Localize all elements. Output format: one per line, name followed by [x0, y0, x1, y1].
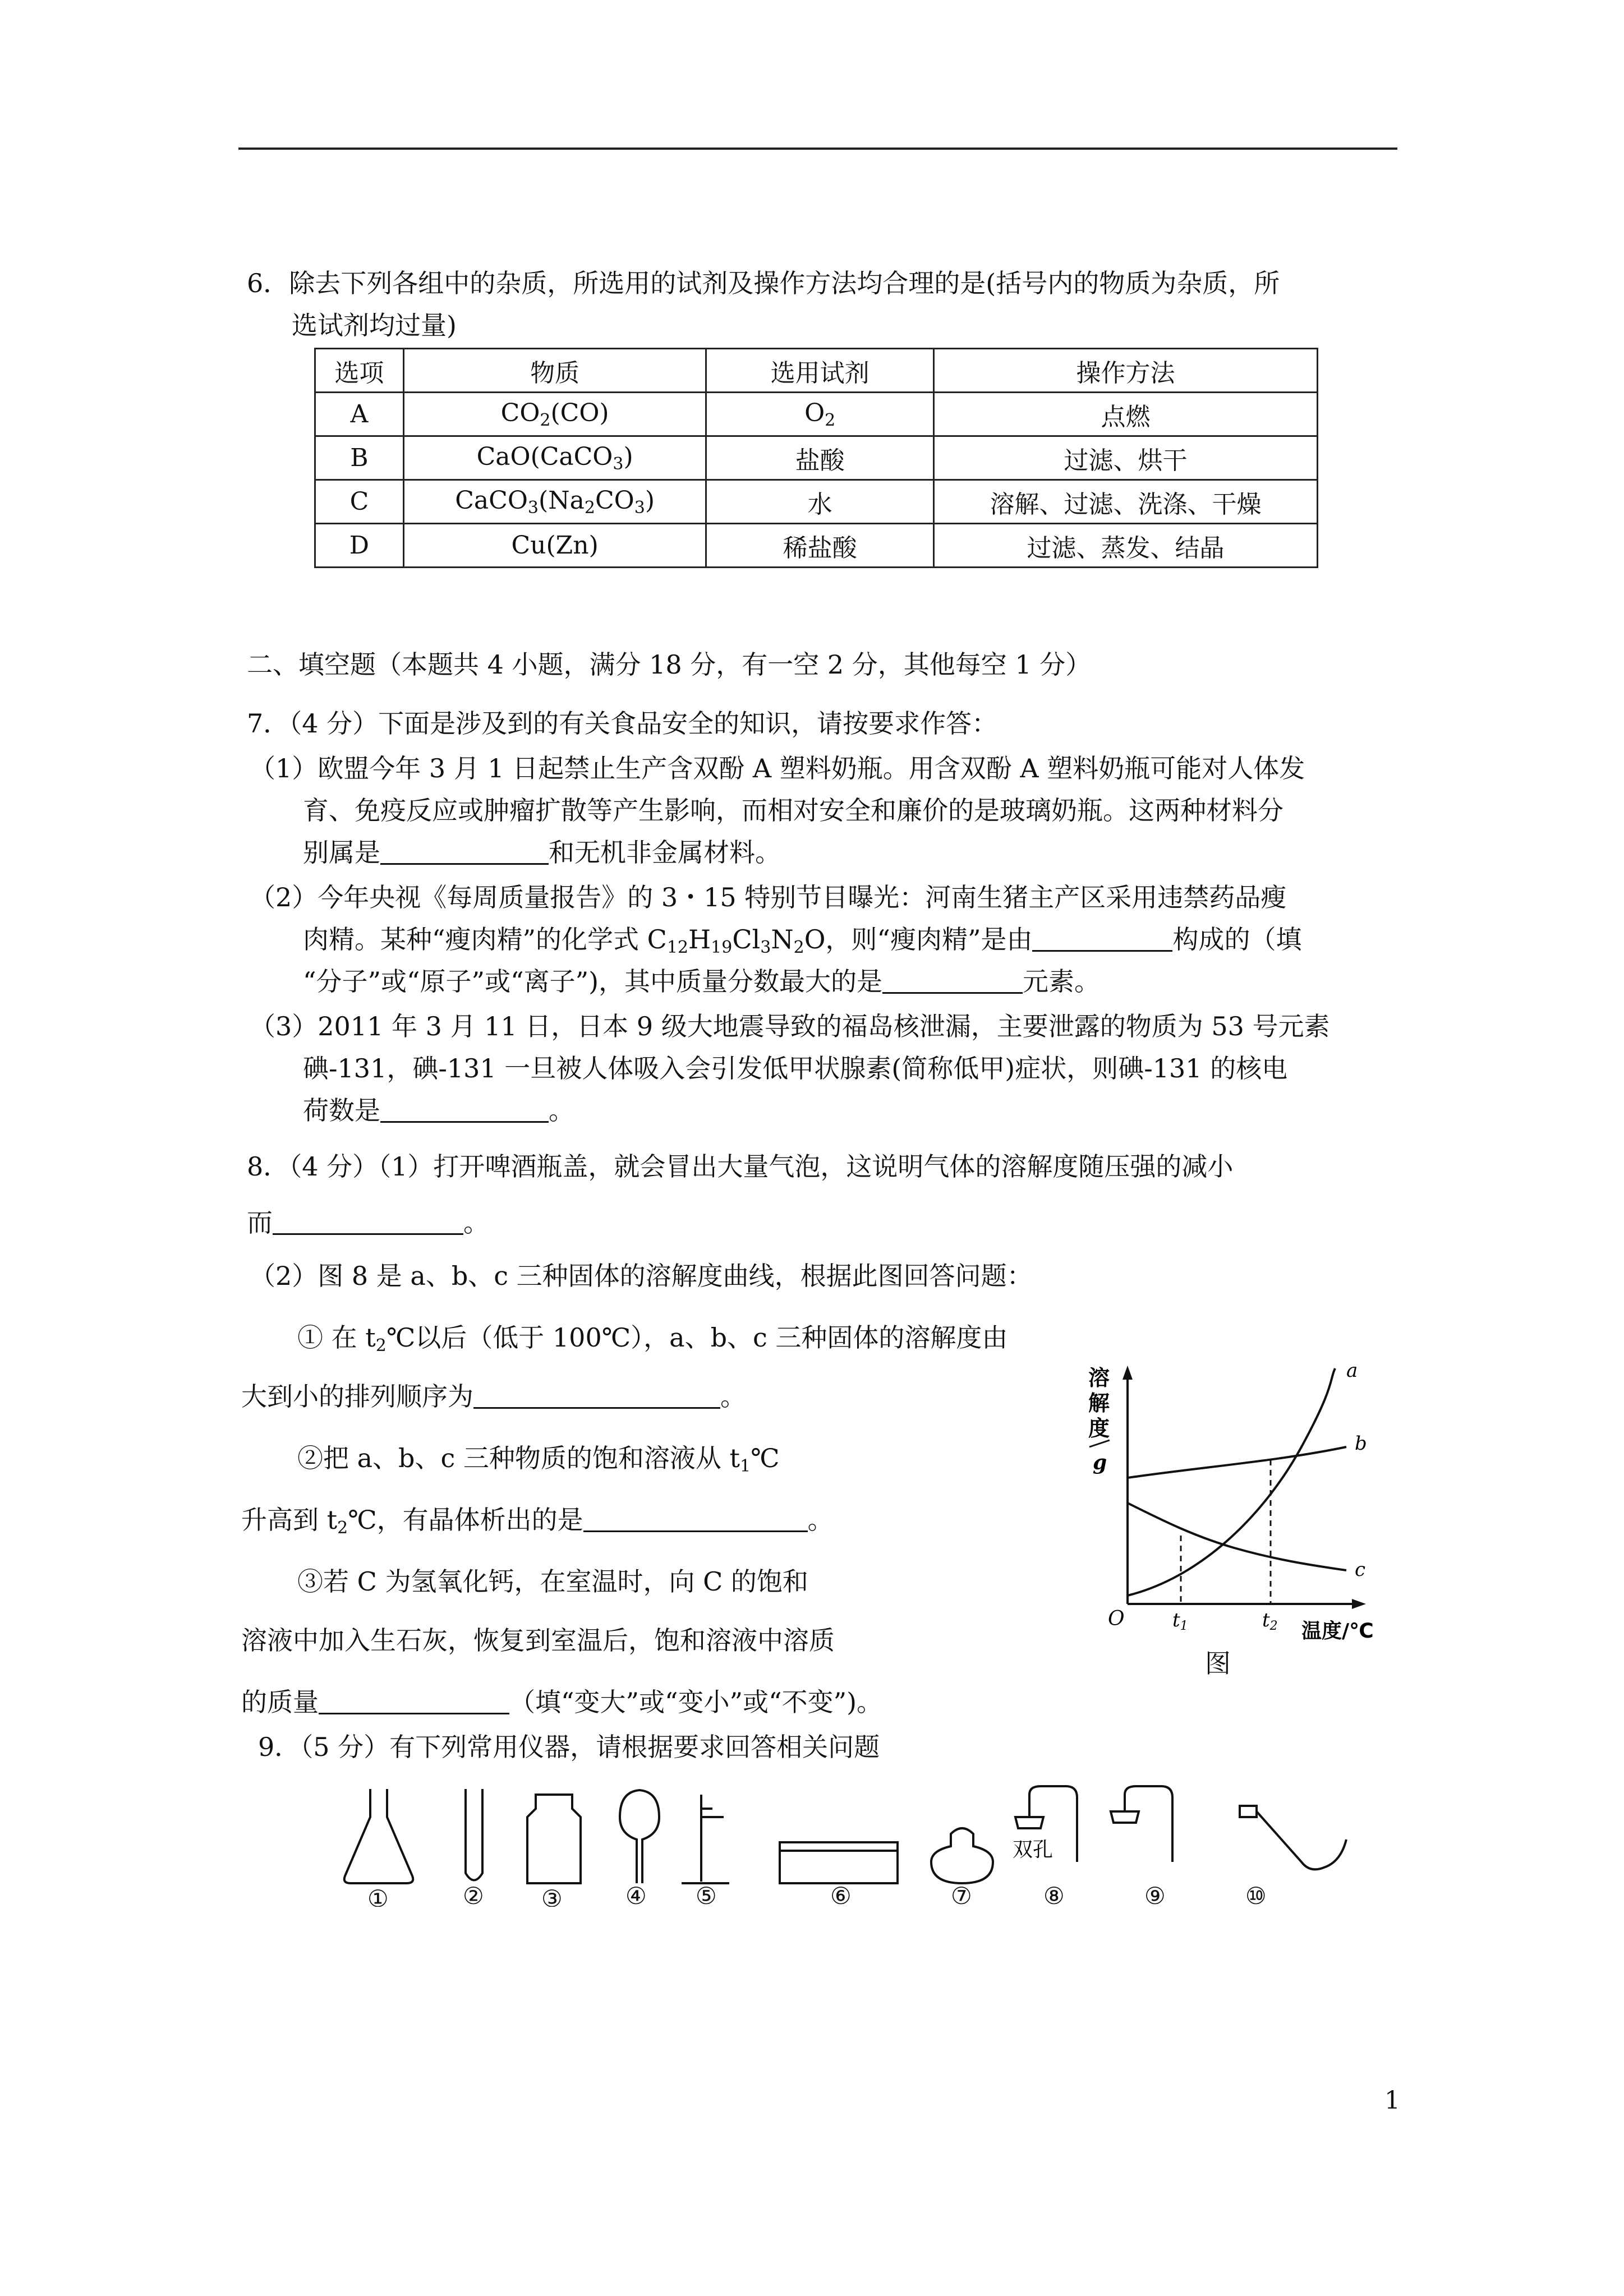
funnel-icon: [620, 1790, 659, 1883]
t2-label: t2: [1262, 1609, 1278, 1633]
option-label: B: [315, 436, 404, 480]
text: 。: [549, 1095, 574, 1126]
q7-part1-line2: 育、免疫反应或肿瘤扩散等产生影响，而相对安全和廉价的是玻璃奶瓶。这两种材料分: [303, 795, 1283, 826]
q6-options-table: [314, 348, 1318, 568]
conical-flask-icon: [344, 1789, 413, 1883]
answer-blank[interactable]: [882, 967, 1023, 994]
substance-text: CO: [595, 486, 634, 515]
reagent-cell: 水: [706, 480, 933, 524]
text: O，则“瘦肉精”是由: [804, 924, 1033, 955]
subscript: 2: [540, 410, 551, 430]
table-row: [315, 393, 1318, 436]
subscript: 3: [527, 497, 539, 518]
t1-label: t1: [1172, 1609, 1188, 1633]
answer-blank[interactable]: [380, 838, 549, 865]
method-cell: 过滤、蒸发、结晶: [933, 524, 1317, 568]
y-axis-label-3: 度: [1088, 1416, 1110, 1441]
substance-text: CO: [500, 398, 540, 427]
y-axis-arrow: [1122, 1366, 1133, 1380]
solubility-curve-graph: [1066, 1357, 1425, 1699]
water-trough-icon: [780, 1842, 898, 1883]
substance-text: CaO(CaCO: [476, 442, 613, 471]
q7-part3-line3: [303, 1094, 574, 1127]
text: 升高到 t: [241, 1505, 338, 1535]
reagent-bottle-icon: [527, 1795, 581, 1883]
substance-cell: [403, 436, 706, 480]
text: Cl: [732, 924, 761, 955]
header-rule: [238, 147, 1397, 150]
option-label: C: [315, 480, 404, 524]
page-number: 1: [1384, 2086, 1400, 2115]
reagent-cell: 盐酸: [706, 436, 933, 480]
x-axis-arrow: [1352, 1599, 1366, 1609]
q7-part2-line2: [303, 923, 1301, 965]
q9-stem: 9．（5 分）有下列常用仪器，请根据要求回答相关问题: [258, 1732, 880, 1762]
curve-a-label: a: [1346, 1359, 1358, 1382]
text: 元素。: [1023, 966, 1101, 997]
q8-item3-line3: [241, 1685, 882, 1719]
apparatus-label-9: ⑨: [1144, 1882, 1166, 1907]
text: 别属是: [303, 837, 380, 868]
method-cell: 过滤、烘干: [933, 436, 1317, 480]
text: （填“变大”或“变小”或“不变”)。: [509, 1687, 883, 1717]
answer-blank[interactable]: [473, 1382, 720, 1409]
bent-tube-icon: [1240, 1806, 1346, 1869]
subscript: 12: [666, 938, 689, 957]
subscript: 2: [375, 1336, 387, 1356]
text: 。: [463, 1207, 489, 1238]
apparatus-label-5: ⑤: [696, 1882, 717, 1907]
apparatus-label-1: ①: [367, 1885, 389, 1907]
table-header-cell: 选项: [315, 349, 404, 393]
answer-blank[interactable]: [273, 1209, 463, 1235]
text: ① 在 t: [297, 1322, 376, 1353]
substance-cell: Cu(Zn): [403, 524, 706, 568]
table-header-cell: 选用试剂: [706, 349, 933, 393]
apparatus-label-8: ⑧: [1043, 1882, 1065, 1907]
q8-stem: 8．（4 分）（1）打开啤酒瓶盖，就会冒出大量气泡，这说明气体的溶解度随压强的减小: [247, 1151, 1234, 1182]
apparatus-label-7: ⑦: [951, 1882, 972, 1907]
text: ℃以后（低于 100℃），a、b、c 三种固体的溶解度由: [386, 1322, 1008, 1353]
curve-b: [1128, 1447, 1346, 1478]
subscript: 2: [793, 938, 804, 957]
lab-apparatus-illustration: [337, 1783, 1430, 1907]
y-axis-slash: [1089, 1440, 1110, 1447]
q7-part1-line1: （1）欧盟今年 3 月 1 日起禁止生产含双酚 A 塑料奶瓶。用含双酚 A 塑料奶瓶可能对人体发: [250, 753, 1305, 783]
table-header-cell: 物质: [403, 349, 706, 393]
option-label: D: [315, 524, 404, 568]
answer-blank[interactable]: [380, 1096, 549, 1123]
subscript: 2: [825, 410, 836, 430]
option-label: A: [315, 393, 404, 436]
answer-blank[interactable]: [1032, 925, 1172, 952]
substance-text: CaCO: [455, 486, 528, 515]
text: 荷数是: [303, 1095, 380, 1126]
apparatus-label-3: ③: [541, 1885, 563, 1907]
y-axis-unit: g: [1093, 1451, 1107, 1474]
q7-part1-line3: [303, 836, 781, 869]
answer-blank[interactable]: [319, 1688, 509, 1714]
text: 和无机非金属材料。: [549, 837, 781, 868]
apparatus-label-6: ⑥: [830, 1882, 852, 1907]
origin-label: O: [1108, 1607, 1125, 1630]
y-axis-label-1: 溶: [1088, 1366, 1110, 1390]
reagent-text: O: [804, 398, 825, 427]
text: “分子”或“原子”或“离子”)，其中质量分数最大的是: [303, 966, 883, 997]
q7-part2-line1: （2）今年央视《每周质量报告》的 3・15 特别节目曝光：河南生猪主产区采用违禁药品瘦: [250, 882, 1287, 912]
table-header-row: [315, 349, 1318, 393]
q8-item3-line2: 溶液中加入生石灰，恢复到室温后，饱和溶液中溶质: [241, 1625, 835, 1656]
text: ℃，有晶体析出的是: [348, 1505, 583, 1535]
x-axis-label: 温度/℃: [1301, 1620, 1374, 1643]
text: ℃: [751, 1443, 780, 1473]
substance-cell: [403, 393, 706, 436]
q7-stem: 7．（4 分）下面是涉及到的有关食品安全的知识，请按要求作答：: [247, 708, 998, 739]
table-header-cell: 操作方法: [933, 349, 1317, 393]
stopper-tube-icon: [1111, 1786, 1172, 1862]
section-heading: 二、填空题（本题共 4 小题，满分 18 分，有一空 2 分，其他每空 1 分）: [247, 649, 1092, 680]
q7-part3-line1: （3）2011 年 3 月 11 日，日本 9 级大地震导致的福岛核泄漏，主要泄露的物质为 53 号元素: [250, 1011, 1330, 1041]
reagent-cell: [706, 393, 933, 436]
text: 构成的（填: [1172, 924, 1302, 955]
table-row: [315, 436, 1318, 480]
text: 的质量: [241, 1687, 319, 1717]
text: 。: [720, 1381, 746, 1412]
reagent-cell: 稀盐酸: [706, 524, 933, 568]
method-cell: 点燃: [933, 393, 1317, 436]
answer-blank[interactable]: [583, 1506, 808, 1532]
curve-b-label: b: [1355, 1432, 1367, 1455]
curve-c: [1128, 1503, 1346, 1570]
substance-text: ): [645, 486, 655, 515]
text: 。: [807, 1505, 834, 1535]
table-row: [315, 524, 1318, 568]
text: H: [688, 924, 711, 955]
q6-stem-line1: 6．除去下列各组中的杂质，所选用的试剂及操作方法均合理的是(括号内的物质为杂质，所: [247, 268, 1280, 298]
curve-a: [1128, 1368, 1335, 1596]
curve-c-label: c: [1355, 1559, 1366, 1581]
test-tube-icon: [466, 1789, 482, 1880]
subscript: 3: [760, 938, 771, 957]
substance-text: (CO): [550, 398, 609, 427]
subscript: 2: [337, 1518, 348, 1538]
q8-item2: [297, 1441, 780, 1483]
y-axis-label-2: 解: [1088, 1391, 1110, 1416]
text: ②把 a、b、c 三种物质的饱和溶液从 t: [297, 1443, 740, 1473]
text: 肉精。某种“瘦肉精”的化学式 C: [303, 924, 667, 955]
graph-caption: 图: [1205, 1648, 1231, 1679]
q8-item1-line2: [241, 1380, 746, 1413]
iron-stand-icon: [682, 1795, 729, 1883]
text: N: [771, 924, 794, 955]
q8-part1-line2: [247, 1206, 489, 1239]
substance-text: (Na: [539, 486, 585, 515]
subscript: 1: [740, 1456, 751, 1476]
q7-part3-line2: 碘-131，碘-131 一旦被人体吸入会引发低甲状腺素(简称低甲)症状，则碘-131 的核电: [303, 1053, 1288, 1084]
apparatus-label-10: ⑩: [1245, 1882, 1267, 1907]
apparatus-label-2: ②: [463, 1882, 484, 1907]
substance-text: ): [623, 442, 633, 471]
text: 大到小的排列顺序为: [241, 1381, 473, 1412]
subscript: 19: [711, 938, 733, 957]
table-row: [315, 480, 1318, 524]
substance-cell: [403, 480, 706, 524]
q8-item3: ③若 C 为氢氧化钙，在室温时，向 C 的饱和: [297, 1566, 808, 1597]
subscript: 3: [634, 497, 645, 518]
subscript: 3: [613, 454, 624, 474]
q6-stem-line2: 选试剂均过量): [292, 310, 457, 340]
q8-item2-line2: [241, 1503, 834, 1545]
alcohol-lamp-icon: [931, 1828, 993, 1883]
double-hole-label: 双孔: [1013, 1838, 1053, 1861]
subscript: 2: [584, 497, 595, 518]
apparatus-label-4: ④: [625, 1882, 647, 1907]
text: 而: [247, 1207, 273, 1238]
q8-item1: [297, 1321, 1007, 1363]
q7-part2-line3: [303, 965, 1100, 998]
method-cell: 溶解、过滤、洗涤、干燥: [933, 480, 1317, 524]
q8-part2-stem: （2）图 8 是 a、b、c 三种固体的溶解度曲线，根据此图回答问题：: [250, 1261, 1033, 1291]
